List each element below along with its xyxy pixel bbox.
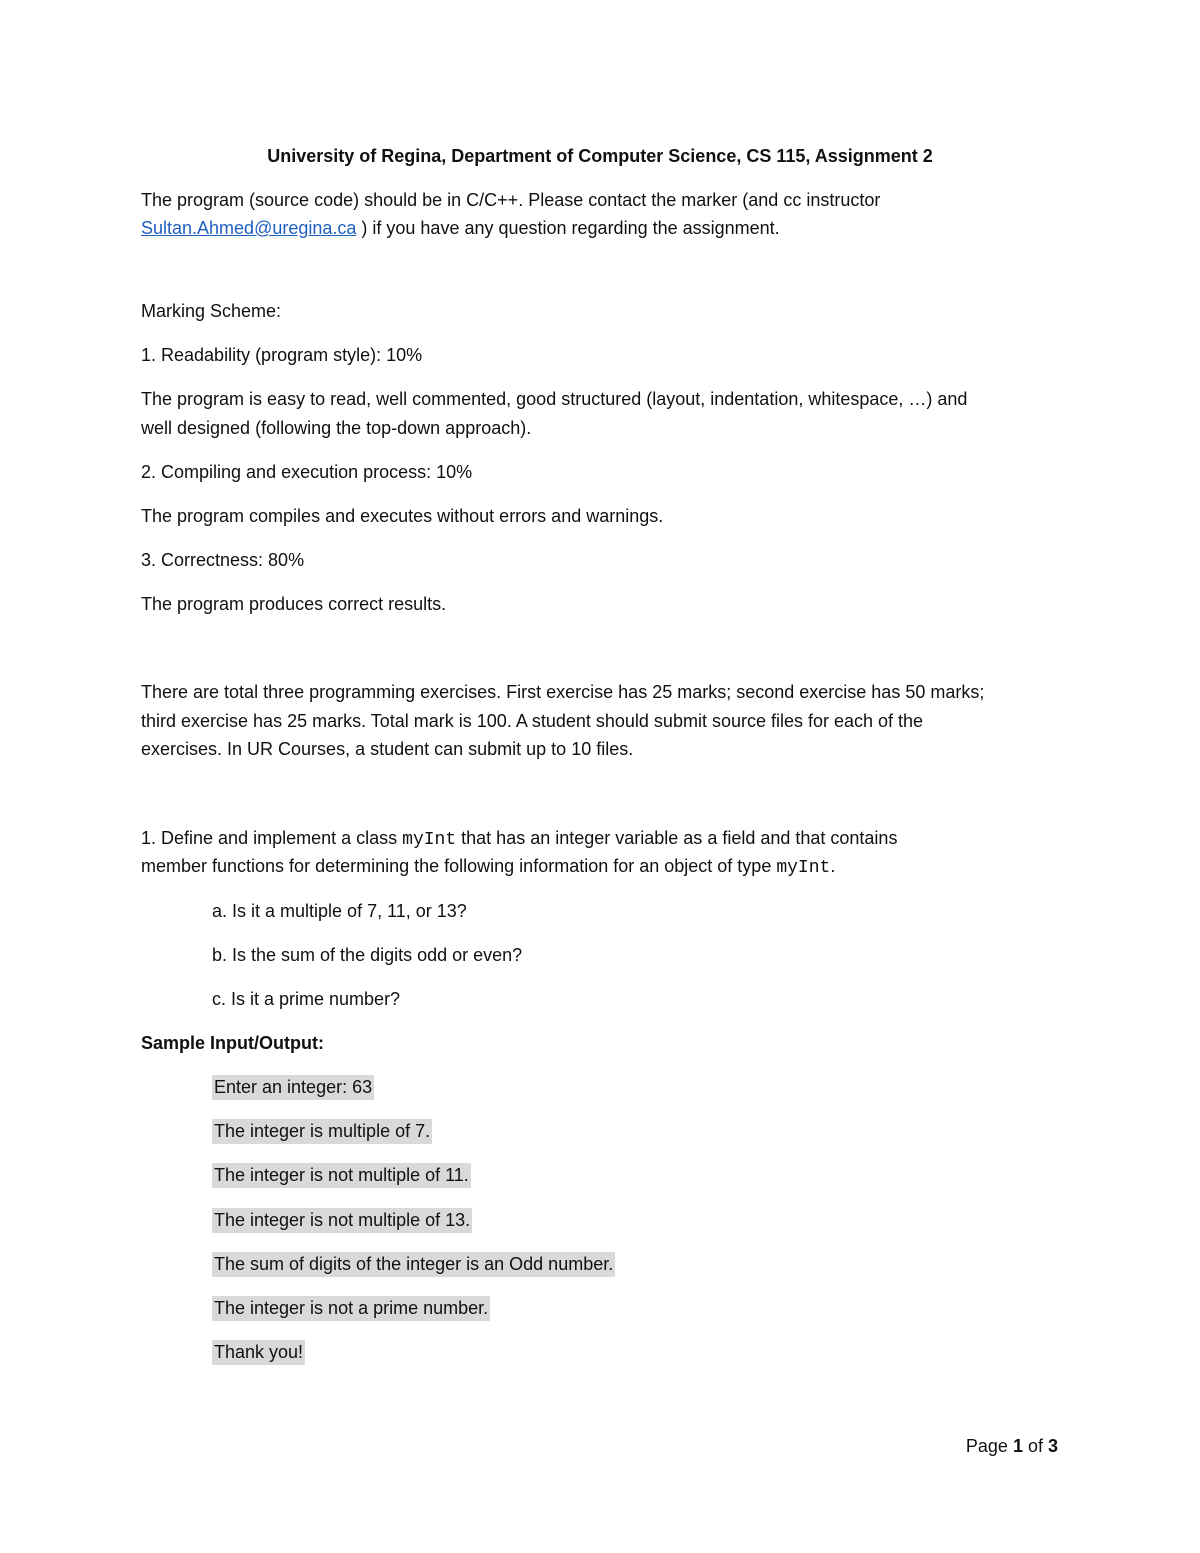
page-number-footer <box>966 1434 1058 1458</box>
class-name-code: myInt <box>402 830 457 850</box>
sample-output-line <box>212 1252 615 1276</box>
sample-output-line <box>212 1119 432 1143</box>
marking-item-1-desc-1: The program is easy to read, well commented, good structured (layout, indentation, whitespace, …) and <box>141 389 968 409</box>
exercise-1-line-1 <box>141 826 897 852</box>
marking-scheme-heading: Marking Scheme: <box>141 301 282 321</box>
exercise-1-line-2-pre: member functions for determining the following information for an object of type <box>141 856 777 876</box>
class-name-code-2: myInt <box>776 858 831 878</box>
marking-item-3-desc: The program produces correct results. <box>141 594 447 614</box>
sample-output-line <box>212 1208 472 1232</box>
instructor-email-link[interactable]: Sultan.Ahmed@uregina.ca <box>141 218 357 238</box>
marking-item-1-title: 1. Readability (program style): 10% <box>141 345 423 365</box>
sample-output-text: The integer is not a prime number. <box>212 1296 490 1321</box>
exercise-1-line-2-post: . <box>830 856 836 876</box>
sample-io-heading: Sample Input/Output: <box>141 1033 324 1053</box>
document-title: University of Regina, Department of Computer Science, CS 115, Assignment 2 <box>267 146 933 166</box>
marking-item-2-title: 2. Compiling and execution process: 10% <box>141 462 473 482</box>
intro-line-1: The program (source code) should be in C/C++. Please contact the marker (and cc instructor <box>141 190 881 210</box>
overview-line-1: There are total three programming exercises. First exercise has 25 marks; second exercise has 50 marks; <box>141 682 985 702</box>
intro-line-2 <box>141 216 780 240</box>
sample-output-text: The integer is not multiple of 11. <box>212 1163 471 1188</box>
sample-output-text: Thank you! <box>212 1340 305 1365</box>
total-pages: 3 <box>1047 1436 1058 1456</box>
sample-output-line <box>212 1296 490 1320</box>
sample-output-text: The integer is multiple of 7. <box>212 1119 432 1144</box>
sample-output-line <box>212 1075 374 1099</box>
exercise-1-line-1-pre: 1. Define and implement a class <box>141 828 403 848</box>
exercise-1-question-c: c. Is it a prime number? <box>212 989 401 1009</box>
exercise-1-line-1-post: that has an integer variable as a field and that contains <box>456 828 898 848</box>
current-page: 1 <box>1012 1436 1023 1456</box>
intro-line-2-rest: ) if you have any question regarding the assignment. <box>356 218 780 238</box>
exercise-1-question-a: a. Is it a multiple of 7, 11, or 13? <box>212 901 467 921</box>
of-label: of <box>1022 1436 1048 1456</box>
overview-line-3: exercises. In UR Courses, a student can submit up to 10 files. <box>141 739 634 759</box>
exercise-1-question-b: b. Is the sum of the digits odd or even? <box>212 945 523 965</box>
page-label: Page <box>965 1436 1013 1456</box>
sample-output-line <box>212 1163 471 1187</box>
marking-item-2-desc: The program compiles and executes without errors and warnings. <box>141 506 664 526</box>
sample-output-line <box>212 1340 305 1364</box>
overview-line-2: third exercise has 25 marks. Total mark is 100. A student should submit source files for each of the <box>141 711 924 731</box>
sample-output-text: The sum of digits of the integer is an Odd number. <box>212 1252 615 1277</box>
sample-output-text: The integer is not multiple of 13. <box>212 1208 472 1233</box>
marking-item-1-desc-2: well designed (following the top-down approach). <box>141 418 532 438</box>
exercise-1-line-2 <box>141 854 835 880</box>
marking-item-3-title: 3. Correctness: 80% <box>141 550 305 570</box>
sample-output-text: Enter an integer: 63 <box>212 1075 374 1100</box>
